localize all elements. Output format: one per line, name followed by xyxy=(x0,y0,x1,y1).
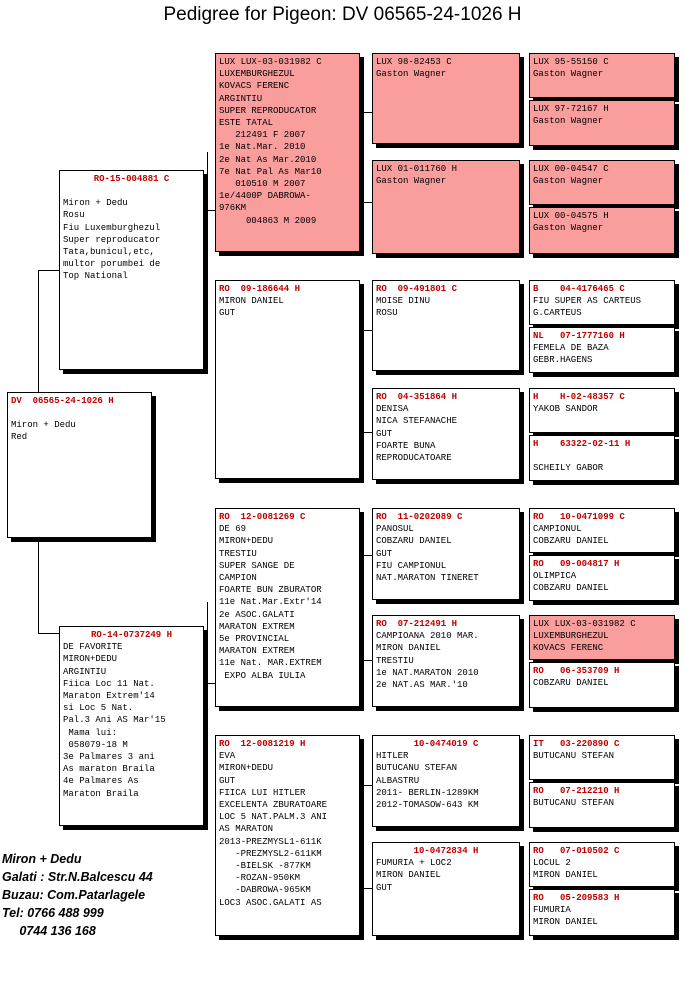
description-line: EXPO ALBA IULIA xyxy=(219,670,306,681)
description-line: 4e Palmares As xyxy=(63,776,139,787)
connector-line xyxy=(38,270,39,393)
description-line: FUMURIA + LOC2 xyxy=(376,858,452,869)
pigeon-card-sss xyxy=(372,53,520,144)
pigeon-card-g5 xyxy=(529,388,675,433)
page-title: Pedigree for Pigeon: DV 06565-24-1026 H xyxy=(163,4,522,25)
description-line: 11e Nat. MAR.EXTREM xyxy=(219,658,322,669)
pigeon-card-ddd xyxy=(372,842,520,936)
ring-number: LUX 01-011760 H xyxy=(376,164,458,174)
description-line: CAMPIOANA 2010 MAR. xyxy=(376,631,479,642)
connector-line xyxy=(207,152,208,280)
description-line: Mama lui: xyxy=(63,727,118,738)
breeder-contact xyxy=(2,850,153,940)
description-line: MARATON EXTREM xyxy=(219,646,295,657)
description-line: FIU CAMPIONUL xyxy=(376,560,447,571)
description-line: YAKOB SANDOR xyxy=(533,404,598,415)
description-line: Maraton Extrem'14 xyxy=(63,691,155,702)
description-line: Red xyxy=(11,432,28,443)
connector-line xyxy=(38,538,39,633)
description-line: ARGINTIU xyxy=(63,666,107,677)
pigeon-card-dsd xyxy=(372,615,520,707)
ring-number: LUX 98-82453 C xyxy=(376,57,452,67)
description-line: Gaston Wagner xyxy=(533,223,604,234)
ring-number: RO 10-0471099 C xyxy=(533,512,625,522)
description-line: -PREZMYSL2-611KM xyxy=(219,848,322,859)
ring-number: B 04-4176465 C xyxy=(533,284,625,294)
description-line: Super reproducator xyxy=(63,234,161,245)
pigeon-card-subject xyxy=(7,392,152,538)
description-line: -DABROWA-965KM xyxy=(219,885,311,896)
ring-number: LUX LUX-03-031982 C xyxy=(533,619,636,629)
pigeon-card-sds xyxy=(372,280,520,371)
description-line: KOVACS FERENC xyxy=(219,81,290,92)
description-line: Fiu Luxemburghezul xyxy=(63,222,161,233)
ring-number: RO 09-186644 H xyxy=(219,284,301,294)
description-line: PANOSUL xyxy=(376,524,414,535)
description-line: FEMELA DE BAZA xyxy=(533,343,609,354)
description-line: EXCELENTA ZBURATOARE xyxy=(219,800,328,811)
description-line: GUT xyxy=(376,428,393,439)
description-line: 2011- BERLIN-1289KM xyxy=(376,787,479,798)
description-line: ROSU xyxy=(376,308,398,319)
description-line: SCHEILY GABOR xyxy=(533,463,604,474)
ring-number: 10-0472834 H xyxy=(413,846,479,856)
description-line: SUPER REPRODUCATOR xyxy=(219,105,317,116)
description-line: FOARTE BUNA xyxy=(376,440,436,451)
description-line: HITLER xyxy=(376,751,409,762)
description-line: 11e Nat.Mar.Extr'14 xyxy=(219,597,322,608)
pigeon-card-g5 xyxy=(529,662,675,708)
connector-line xyxy=(207,602,208,742)
connector-line xyxy=(363,112,372,113)
ring-number: RO 07-212210 H xyxy=(533,786,620,796)
pigeon-card-g5 xyxy=(529,555,675,601)
description-line: LOC 5 NAT.PALM.3 ANI xyxy=(219,812,328,823)
pigeon-card-g5 xyxy=(529,842,675,887)
description-line: Miron + Dedu xyxy=(63,198,128,209)
contact-line: 0744 136 168 xyxy=(2,924,96,938)
ring-number: LUX LUX-03-031982 C xyxy=(219,57,322,67)
connector-line xyxy=(363,785,364,888)
contact-line: Tel: 0766 488 999 xyxy=(2,906,104,920)
description-line: multor porumbei de xyxy=(63,259,161,270)
pigeon-card-g5 xyxy=(529,53,675,98)
description-line: MIRON DANIEL xyxy=(533,917,598,928)
description-line: Maraton Braila xyxy=(63,788,139,799)
connector-line xyxy=(363,112,364,202)
description-line: SUPER SANGE DE xyxy=(219,560,295,571)
pigeon-card-g5 xyxy=(529,735,675,780)
description-line: MARATON EXTREM xyxy=(219,621,295,632)
ring-number: NL 07-1777160 H xyxy=(533,331,625,341)
description-line: Fiica Loc 11 Nat. xyxy=(63,678,155,689)
description-line: MIRON DANIEL xyxy=(376,643,441,654)
ring-number: RO 06-353709 H xyxy=(533,666,620,676)
contact-line: Miron + Dedu xyxy=(2,852,82,866)
description-line: 1e Nat.Mar. 2010 xyxy=(219,142,306,153)
ring-number: LUX 00-04575 H xyxy=(533,211,609,221)
description-line: Tata,bunicul,etc, xyxy=(63,247,155,258)
description-line: Gaston Wagner xyxy=(533,176,604,187)
description-line: TRESTIU xyxy=(376,655,414,666)
description-line: Rosu xyxy=(63,210,85,221)
description-line: MIRON+DEDU xyxy=(219,763,274,774)
ring-number: LUX 97-72167 H xyxy=(533,104,609,114)
pigeon-card-g5 xyxy=(529,327,675,373)
description-line: FOARTE BUN ZBURATOR xyxy=(219,585,322,596)
description-line: COBZARU DANIEL xyxy=(533,678,609,689)
description-line: NAT.MARATON TINERET xyxy=(376,573,479,584)
connector-line xyxy=(363,330,364,432)
description-line: GUT xyxy=(219,308,236,319)
ring-number: RO 07-212491 H xyxy=(376,619,458,629)
pigeon-card-g5 xyxy=(529,207,675,254)
connector-line xyxy=(363,555,364,660)
pigeon-card-g5 xyxy=(529,280,675,325)
description-line: LOCUL 2 xyxy=(533,858,571,869)
description-line: MIRON+DEDU xyxy=(219,536,274,547)
pigeon-card-g5 xyxy=(529,782,675,828)
ring-number: H H-02-48357 C xyxy=(533,392,625,402)
description-line: Gaston Wagner xyxy=(533,116,604,127)
connector-line xyxy=(38,633,60,634)
description-line: COBZARU DANIEL xyxy=(376,536,452,547)
description-line: REPRODUCATOARE xyxy=(376,453,452,464)
description-line: 004863 M 2009 xyxy=(219,215,317,226)
pigeon-card-dss xyxy=(372,508,520,600)
ring-number: LUX 00-04547 C xyxy=(533,164,609,174)
pigeon-card-g5 xyxy=(529,435,675,481)
ring-number: RO 04-351864 H xyxy=(376,392,458,402)
description-line: MOISE DINU xyxy=(376,296,431,307)
description-line: GUT xyxy=(219,775,236,786)
description-line: 1e/4400P DABROWA- xyxy=(219,191,311,202)
pigeon-card-g5 xyxy=(529,889,675,936)
description-line: OLIMPICA xyxy=(533,571,577,582)
description-line: -BIELSK -877KM xyxy=(219,861,311,872)
pigeon-card-dd xyxy=(215,735,360,936)
description-line: DE 69 xyxy=(219,524,247,535)
connector-line xyxy=(363,785,372,786)
contact-line: Buzau: Com.Patarlagele xyxy=(2,888,146,902)
connector-line xyxy=(363,432,372,433)
pigeon-card-sd xyxy=(215,280,360,479)
connector-line xyxy=(363,555,372,556)
description-line: MIRON DANIEL xyxy=(533,870,598,881)
ring-number: RO 12-0081219 H xyxy=(219,739,306,749)
description-line: CAMPIONUL xyxy=(533,524,582,535)
description-line: GUT xyxy=(376,548,393,559)
connector-line xyxy=(363,330,372,331)
description-line: si Loc 5 Nat. xyxy=(63,703,134,714)
description-line: 010510 M 2007 xyxy=(219,179,306,190)
ring-number: RO 07-010502 C xyxy=(533,846,620,856)
description-line: DE FAVORITE xyxy=(63,642,123,653)
contact-line: Galati : Str.N.Balcescu 44 xyxy=(2,870,153,884)
pigeon-card-g5 xyxy=(529,615,675,660)
description-line: ARGINTIU xyxy=(219,93,263,104)
pigeon-card-ss xyxy=(215,53,360,252)
description-line: CAMPION xyxy=(219,573,257,584)
pigeon-card-g5 xyxy=(529,508,675,553)
description-line: MIRON DANIEL xyxy=(376,870,441,881)
description-line: BUTUCANU STEFAN xyxy=(376,763,458,774)
description-line: FIICA LUI HITLER xyxy=(219,787,306,798)
description-line: LOC3 ASOC.GALATI AS xyxy=(219,897,322,908)
description-line: As maraton Braila xyxy=(63,764,155,775)
ring-number: RO 05-209583 H xyxy=(533,893,620,903)
description-line: 2012-TOMASOW-643 KM xyxy=(376,800,479,811)
pigeon-card-ssd xyxy=(372,160,520,254)
ring-number: RO 12-0081269 C xyxy=(219,512,306,522)
ring-number: 10-0474019 C xyxy=(413,739,479,749)
ring-number: DV 06565-24-1026 H xyxy=(11,396,114,406)
description-line: FUMURIA xyxy=(533,905,571,916)
description-line: KOVACS FERENC xyxy=(533,643,604,654)
ring-number: RO 11-0202089 C xyxy=(376,512,463,522)
pigeon-card-sdd xyxy=(372,388,520,480)
description-line: DENISA xyxy=(376,404,409,415)
ring-number: IT 03-220890 C xyxy=(533,739,620,749)
description-line: 058079-18 M xyxy=(63,739,128,750)
description-line: GUT xyxy=(376,882,393,893)
pigeon-card-dam xyxy=(59,626,204,826)
description-line: EVA xyxy=(219,751,236,762)
description-line: FIU SUPER AS CARTEUS xyxy=(533,296,642,307)
description-line: ALBASTRU xyxy=(376,775,420,786)
description-line: LUXEMBURGHEZUL xyxy=(219,69,295,80)
description-line: Miron + Dedu xyxy=(11,420,76,431)
ring-number: RO-15-004881 C xyxy=(93,174,170,184)
description-line: NICA STEFANACHE xyxy=(376,416,458,427)
connector-line xyxy=(38,270,60,271)
description-line: AS MARATON xyxy=(219,824,274,835)
description-line: GEBR.HAGENS xyxy=(533,355,593,366)
description-line: COBZARU DANIEL xyxy=(533,536,609,547)
description-line: COBZARU DANIEL xyxy=(533,583,609,594)
description-line: 2e ASOC.GALATI xyxy=(219,609,295,620)
description-line: 5e PROVINCIAL xyxy=(219,634,290,645)
description-line: 212491 F 2007 xyxy=(219,130,306,141)
pigeon-card-sire xyxy=(59,170,204,370)
description-line: 2013-PREZMYSL1-611K xyxy=(219,836,322,847)
connector-line xyxy=(363,888,372,889)
description-line: 1e NAT.MARATON 2010 xyxy=(376,667,479,678)
description-line: BUTUCANU STEFAN xyxy=(533,798,615,809)
description-line: 2e NAT.AS MAR.'10 xyxy=(376,680,468,691)
description-line: 7e Nat Pal As Mar10 xyxy=(219,166,322,177)
description-line: TRESTIU xyxy=(219,548,257,559)
description-line: 3e Palmares 3 ani xyxy=(63,752,155,763)
description-line: 976KM xyxy=(219,203,247,214)
ring-number: RO-14-0737249 H xyxy=(90,630,172,640)
description-line: ESTE TATAL xyxy=(219,118,274,129)
connector-line xyxy=(363,202,372,203)
pigeon-card-g5 xyxy=(529,100,675,146)
description-line: Top National xyxy=(63,271,128,282)
pigeon-card-ds xyxy=(215,508,360,707)
description-line: Pal.3 Ani AS Mar'15 xyxy=(63,715,166,726)
description-line: MIRON DANIEL xyxy=(219,296,284,307)
connector-line xyxy=(363,660,372,661)
description-line: LUXEMBURGHEZUL xyxy=(533,631,609,642)
description-line: 2e Nat As Mar.2010 xyxy=(219,154,317,165)
description-line: -ROZAN-950KM xyxy=(219,873,301,884)
pigeon-card-dds xyxy=(372,735,520,827)
pigeon-card-g5 xyxy=(529,160,675,205)
description-line: BUTUCANU STEFAN xyxy=(533,751,615,762)
description-line: G.CARTEUS xyxy=(533,308,582,319)
ring-number: LUX 95-55150 C xyxy=(533,57,609,67)
description-line: Gaston Wagner xyxy=(376,176,447,187)
description-line: Gaston Wagner xyxy=(376,69,447,80)
ring-number: H 63322-02-11 H xyxy=(533,439,631,449)
ring-number: RO 09-004817 H xyxy=(533,559,620,569)
ring-number: RO 09-491801 C xyxy=(376,284,458,294)
description-line: Gaston Wagner xyxy=(533,69,604,80)
description-line: MIRON+DEDU xyxy=(63,654,118,665)
